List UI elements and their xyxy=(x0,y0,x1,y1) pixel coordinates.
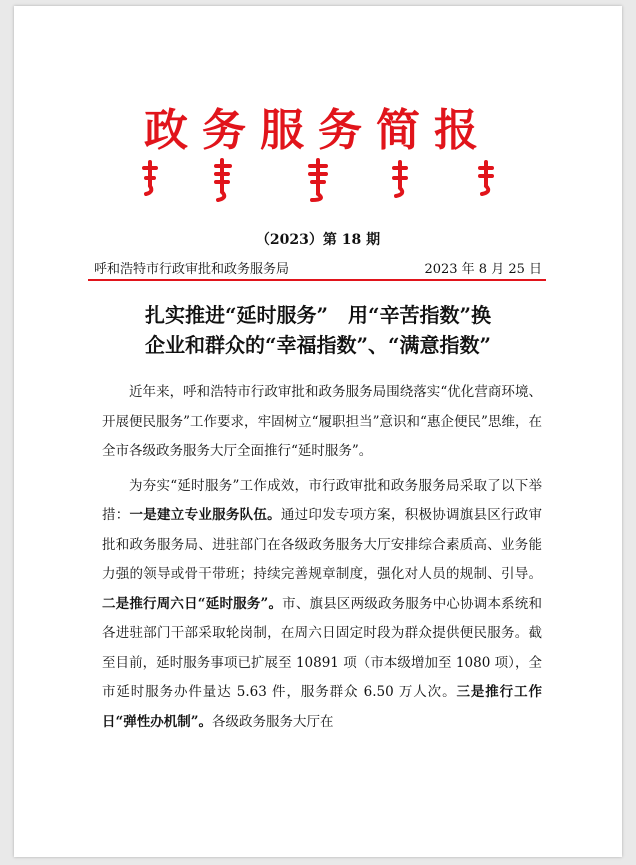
article-body xyxy=(102,378,542,742)
red-divider xyxy=(88,279,546,281)
measure-2-heading: 二是推行周六日“延时服务”。 xyxy=(102,595,283,612)
measure-1-heading: 一是建立专业服务队伍。 xyxy=(129,507,281,523)
paragraph-2-intro: 为夯实“延时服务”工作成效，市行政审批和政务服务局采取了以下举措： xyxy=(102,477,542,523)
measure-3-heading: 三是推行工作日“弹性办机制”。 xyxy=(102,684,542,730)
mongolian-script-title xyxy=(132,156,516,202)
measure-3-text: 各级政务服务大厅在 xyxy=(212,713,334,730)
publish-date: 2023 年 8 月 25 日 xyxy=(424,262,542,277)
measure-2-text: 市、旗县区两级政务服务中心协调本系统和各进驻部门干部采取轮岗制，在周六日固定时段为群众提供便民服务。截至目前，延时服务事项已扩展至 10891 项（市本级增加至 1080 项），全市延时服务办件量达 5.63 件，服务群众 6.50 万人次。 xyxy=(102,595,543,700)
document-page xyxy=(14,6,622,857)
issue-number: （2023）第 18 期 xyxy=(255,232,381,248)
article-headline xyxy=(90,300,546,360)
mongolian-script-image xyxy=(132,156,516,202)
paragraph-1: 近年来，呼和浩特市行政审批和政务服务局围绕落实“优化营商环境、开展便民服务”工作要求，牢固树立“履职担当”意识和“惠企便民”思维，在全市各级政务服务大厅全面推行“延时服务”。 xyxy=(102,384,542,459)
masthead-title: 政务服务简报 xyxy=(144,105,492,156)
meta-line xyxy=(94,258,542,277)
headline-line-1: 扎实推进“延时服务” 用“辛苦指数”换 xyxy=(144,303,491,327)
paragraph-2 xyxy=(102,472,542,738)
headline-line-2: 企业和群众的“幸福指数”、“满意指数” xyxy=(144,333,491,357)
measure-1-text: 通过印发专项方案，积极协调旗县区行政审批和政务服务局、进驻部门在各级政务服务大厅安排综合素质高、业务能力强的领导或骨干带班；持续完善规章制度，强化对人员的规制、引导。 xyxy=(102,507,543,582)
publisher-name: 呼和浩特市行政审批和政务服务局 xyxy=(94,262,290,277)
